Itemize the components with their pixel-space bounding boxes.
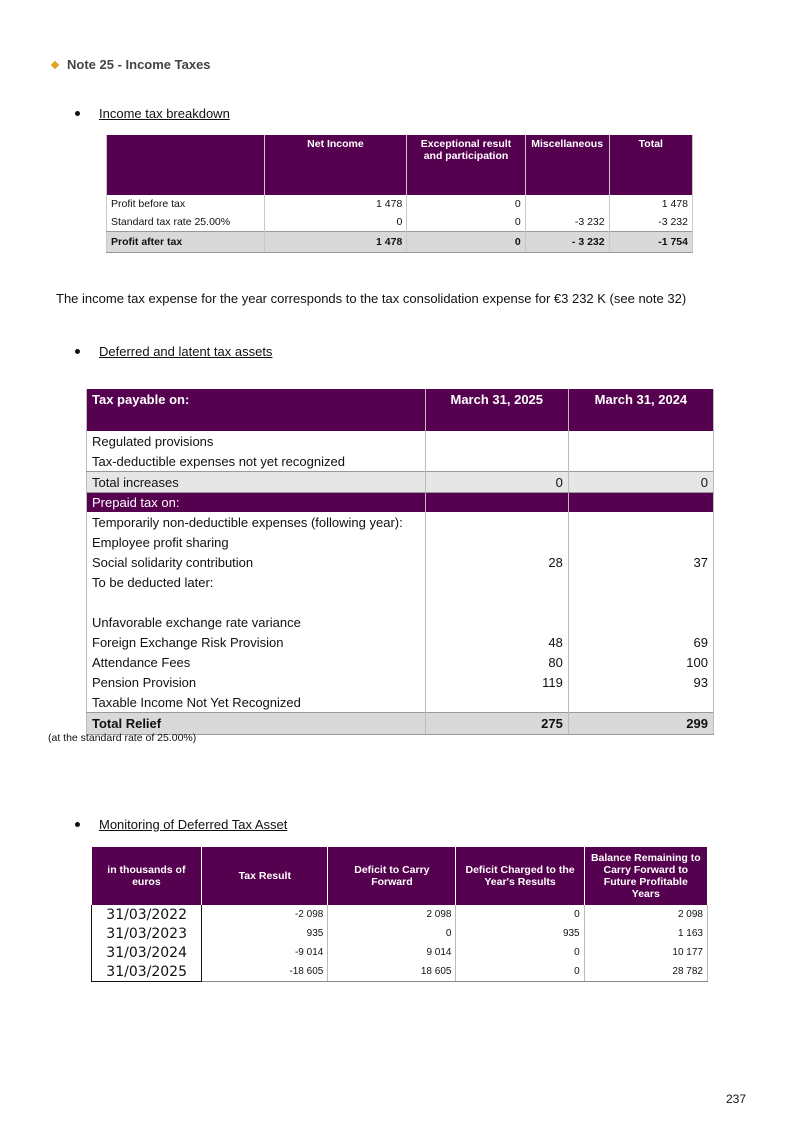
row-label: Profit before tax xyxy=(107,195,265,213)
note-title xyxy=(52,57,211,72)
date-cell: 31/03/2025 xyxy=(92,962,202,982)
column-header: Deficit to Carry Forward xyxy=(328,847,456,905)
column-header: Tax payable on: xyxy=(87,389,426,431)
prepaid-tax-header-row xyxy=(87,493,714,513)
total-row xyxy=(107,232,693,253)
column-header: Balance Remaining to Carry Forward to Future Profitable Years xyxy=(584,847,707,905)
date-cell: 31/03/2024 xyxy=(92,943,202,962)
section-heading-income-tax xyxy=(75,106,230,121)
page-number: 237 xyxy=(725,1092,746,1106)
cell-value: 48 xyxy=(425,632,568,652)
row-label: Temporarily non-deductible expenses (following year): xyxy=(87,512,426,532)
table-row xyxy=(92,924,708,943)
column-header: Deficit Charged to the Year's Results xyxy=(456,847,584,905)
cell-value: -2 098 xyxy=(202,905,328,924)
table-header-row xyxy=(92,847,708,905)
cell-value: 935 xyxy=(456,924,584,943)
table-header-row xyxy=(87,389,714,431)
table-row xyxy=(87,592,714,612)
bullet-icon xyxy=(75,349,80,354)
date-cell: 31/03/2022 xyxy=(92,905,202,924)
deferred-tax-monitoring-table xyxy=(91,847,708,982)
cell-value: 1 478 xyxy=(264,195,407,213)
note-title-text: Note 25 - Income Taxes xyxy=(67,57,211,72)
deferred-tax-assets-table xyxy=(86,389,714,735)
cell-value: 1 478 xyxy=(264,232,407,253)
cell-value xyxy=(568,692,713,713)
row-label: Employee profit sharing xyxy=(87,532,426,552)
cell-value: 0 xyxy=(456,943,584,962)
cell-value: -9 014 xyxy=(202,943,328,962)
table-row xyxy=(87,632,714,652)
bullet-icon xyxy=(75,822,80,827)
section-heading-text: Income tax breakdown xyxy=(99,106,230,121)
cell-value xyxy=(425,612,568,632)
table-row xyxy=(87,612,714,632)
cell-value: 0 xyxy=(568,472,713,493)
income-tax-paragraph: The income tax expense for the year corresponds to the tax consolidation expense for €3 232 K (see note 32) xyxy=(56,291,687,306)
table-row xyxy=(107,213,693,232)
cell-value xyxy=(425,451,568,472)
row-label: Foreign Exchange Risk Provision xyxy=(87,632,426,652)
row-label: To be deducted later: xyxy=(87,572,426,592)
table-row xyxy=(87,572,714,592)
cell-value: 0 xyxy=(407,213,525,232)
cell-value xyxy=(568,512,713,532)
cell-value: 935 xyxy=(202,924,328,943)
cell-value: 0 xyxy=(264,213,407,232)
diamond-bullet-icon xyxy=(51,60,59,68)
cell-value xyxy=(425,512,568,532)
cell-value xyxy=(425,572,568,592)
cell-value: 80 xyxy=(425,652,568,672)
cell-value: 2 098 xyxy=(584,905,707,924)
cell-value: 37 xyxy=(568,552,713,572)
cell-value: 69 xyxy=(568,632,713,652)
column-header: Miscellaneous xyxy=(525,135,609,195)
cell-value: 0 xyxy=(407,195,525,213)
table-row xyxy=(107,195,693,213)
cell-value: -3 232 xyxy=(609,213,692,232)
prepaid-tax-label: Prepaid tax on: xyxy=(87,493,426,513)
column-header: in thousands of euros xyxy=(92,847,202,905)
cell-value: 10 177 xyxy=(584,943,707,962)
cell-value xyxy=(425,431,568,451)
cell-value: 93 xyxy=(568,672,713,692)
cell-value xyxy=(525,195,609,213)
row-label: Standard tax rate 25.00% xyxy=(107,213,265,232)
total-increases-row xyxy=(87,472,714,493)
section-heading-text: Monitoring of Deferred Tax Asset xyxy=(99,817,288,832)
bullet-icon xyxy=(75,111,80,116)
row-label: Attendance Fees xyxy=(87,652,426,672)
cell-value xyxy=(568,431,713,451)
cell-value: 299 xyxy=(568,713,713,735)
table-row xyxy=(87,451,714,472)
cell-value: 0 xyxy=(425,472,568,493)
cell-value: 1 163 xyxy=(584,924,707,943)
row-label: Unfavorable exchange rate variance xyxy=(87,612,426,632)
cell-value: 275 xyxy=(425,713,568,735)
table-row xyxy=(92,962,708,982)
cell-value: -18 605 xyxy=(202,962,328,982)
row-label: Total increases xyxy=(87,472,426,493)
cell-value xyxy=(425,692,568,713)
cell-value: 0 xyxy=(328,924,456,943)
cell-value: 0 xyxy=(456,905,584,924)
table-row xyxy=(87,512,714,532)
cell-value: 2 098 xyxy=(328,905,456,924)
table-row xyxy=(92,943,708,962)
cell-value xyxy=(568,572,713,592)
table-row xyxy=(87,692,714,713)
cell-value: 18 605 xyxy=(328,962,456,982)
cell-value: -1 754 xyxy=(609,232,692,253)
section-heading-deferred-tax xyxy=(75,344,272,359)
row-label: Tax-deductible expenses not yet recognized xyxy=(87,451,426,472)
row-label: Taxable Income Not Yet Recognized xyxy=(87,692,426,713)
cell-value: - 3 232 xyxy=(525,232,609,253)
row-label: Pension Provision xyxy=(87,672,426,692)
empty-cell xyxy=(568,493,713,513)
table-row xyxy=(87,552,714,572)
column-header: Total xyxy=(609,135,692,195)
cell-value: 0 xyxy=(456,962,584,982)
table-row xyxy=(87,532,714,552)
cell-value: 1 478 xyxy=(609,195,692,213)
cell-value: 28 782 xyxy=(584,962,707,982)
empty-cell xyxy=(425,493,568,513)
row-label: Profit after tax xyxy=(107,232,265,253)
row-label: Regulated provisions xyxy=(87,431,426,451)
cell-value xyxy=(425,532,568,552)
table-row xyxy=(92,905,708,924)
section-heading-monitoring xyxy=(75,817,287,832)
cell-value: -3 232 xyxy=(525,213,609,232)
cell-value: 28 xyxy=(425,552,568,572)
income-tax-breakdown-table xyxy=(106,135,693,253)
column-header: March 31, 2024 xyxy=(568,389,713,431)
cell-value xyxy=(568,612,713,632)
cell-value: 9 014 xyxy=(328,943,456,962)
cell-value: 100 xyxy=(568,652,713,672)
table-row xyxy=(87,672,714,692)
row-label xyxy=(87,592,426,612)
column-header: Net Income xyxy=(264,135,407,195)
column-header xyxy=(107,135,265,195)
cell-value: 0 xyxy=(407,232,525,253)
section-heading-text: Deferred and latent tax assets xyxy=(99,344,273,359)
table-header-row xyxy=(107,135,693,195)
cell-value xyxy=(568,532,713,552)
table-row xyxy=(87,431,714,451)
row-label: Social solidarity contribution xyxy=(87,552,426,572)
cell-value xyxy=(425,592,568,612)
cell-value xyxy=(568,592,713,612)
column-header: Exceptional result and participation xyxy=(407,135,525,195)
column-header: March 31, 2025 xyxy=(425,389,568,431)
standard-rate-note: (at the standard rate of 25.00%) xyxy=(48,732,197,744)
cell-value: 119 xyxy=(425,672,568,692)
row-label: Total Relief xyxy=(87,713,426,735)
column-header: Tax Result xyxy=(202,847,328,905)
cell-value xyxy=(568,451,713,472)
date-cell: 31/03/2023 xyxy=(92,924,202,943)
table-row xyxy=(87,652,714,672)
